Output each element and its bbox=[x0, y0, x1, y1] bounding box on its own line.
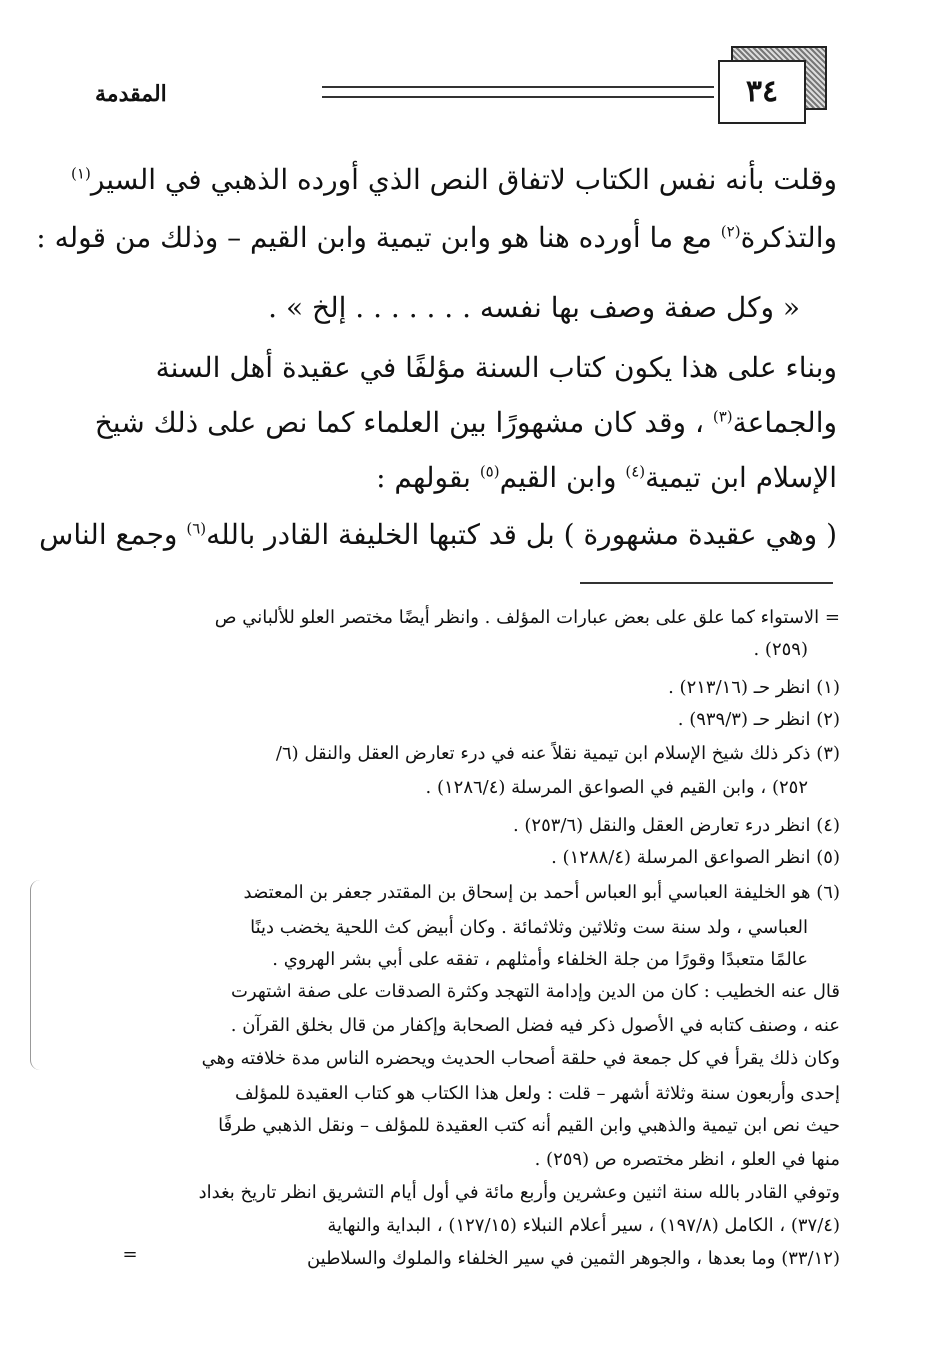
footnote-line: (٣٣/١٢) وما بعدها ، والجوهر الثمين في سير الخلفاء والملوك والسلاطين bbox=[306, 1248, 840, 1269]
footnote-ref: (٦) bbox=[186, 519, 207, 538]
body-line: ( وهي عقيدة مشهورة ) بل قد كتبها الخليفة القادر بالله$^{(٦)}$ وجمع الناس bbox=[39, 518, 837, 551]
margin-mark bbox=[30, 880, 45, 1070]
header-rule bbox=[322, 96, 714, 98]
footnote-line: وتوفي القادر بالله سنة اثنين وعشرين وأربع مائة في أول أيام التشريق انظر تاريخ بغداد bbox=[198, 1182, 840, 1203]
quotation: « وكل صفة وصف بها نفسه . . . . . . . إلخ » . bbox=[268, 291, 800, 324]
continuation-mark: = bbox=[122, 1244, 138, 1265]
footnote-line: منها في العلو ، انظر مختصره ص (٢٥٩) . bbox=[534, 1149, 840, 1170]
footnote-line: عالمًا متعبدًا وقورًا من جلة الخلفاء وأمثلهم ، تفقه على أبي بشر الهروي . bbox=[272, 949, 808, 970]
header-rule bbox=[322, 86, 714, 88]
footnote-line: (٢٥٩) . bbox=[753, 639, 808, 660]
footnote-line: العباسي ، ولد سنة ست وثلاثين وثلاثمائة . وكان أبيض كث اللحية يخضب دينًا bbox=[250, 917, 808, 938]
running-title: المقدمة bbox=[95, 81, 167, 107]
footnote-separator bbox=[580, 582, 833, 584]
body-line: والجماعة$^{(٣)}$ ، وقد كان مشهورًا بين العلماء كما نص على ذلك شيخ bbox=[94, 406, 837, 439]
footnote-ref: (٣) bbox=[712, 407, 733, 426]
footnote-line: ٢٥٢) ، وابن القيم في الصواعق المرسلة (١٢٨٦/٤) . bbox=[425, 777, 808, 798]
footnote-2: (٢) انظر حـ (٩٣٩/٣) . bbox=[677, 709, 840, 730]
footnote-line: قال عنه الخطيب : كان من الدين وإدامة التهجد وكثرة الصدقات على صفة اشتهرت bbox=[230, 981, 840, 1002]
footnote-3: (٣) ذكر ذلك شيخ الإسلام ابن تيمية نقلاً عنه في درء تعارض العقل والنقل (٦/ bbox=[275, 743, 840, 764]
body-line: الإسلام ابن تيمية$^{(٤)}$ وابن القيم$^{(٥)}$ بقولهم : bbox=[376, 461, 837, 494]
footnote-5: (٥) انظر الصواعق المرسلة (١٢٨٨/٤) . bbox=[551, 847, 840, 868]
footnote-line: حيث نص ابن تيمية والذهبي وابن القيم أنه كتب العقيدة للمؤلف – ونقل الذهبي طرفًا bbox=[218, 1115, 840, 1136]
footnote-ref: (١) bbox=[71, 164, 91, 183]
page-number: ٣٤ bbox=[718, 60, 806, 124]
footnote-ref: (٤) bbox=[625, 462, 646, 481]
footnote-ref: (٢) bbox=[720, 222, 741, 241]
footnote-line: (٣٧/٤) ، الكامل (١٩٧/٨) ، سير أعلام النبلاء (١٢٧/١٥) ، البداية والنهاية bbox=[327, 1215, 840, 1236]
footnote-6: (٦) هو الخليفة العباسي أبو العباس أحمد بن إسحاق بن المقتدر جعفر بن المعتضد bbox=[243, 882, 840, 903]
footnote-line: = الاستواء كما علق على بعض عبارات المؤلف . وانظر أيضًا مختصر العلو للألباني ص bbox=[214, 607, 840, 628]
body-line: وقلت بأنه نفس الكتاب لاتفاق النص الذي أورده الذهبي في السير$^{(١)}$ bbox=[71, 163, 837, 196]
footnote-4: (٤) انظر درء تعارض العقل والنقل (٢٥٣/٦) . bbox=[512, 815, 840, 836]
footnote-line: إحدى وأربعون سنة وثلاثة أشهر – قلت : ولعل هذا الكتاب هو كتاب العقيدة للمؤلف bbox=[234, 1083, 840, 1104]
footnote-ref: (٥) bbox=[479, 462, 500, 481]
body-line: وبناء على هذا يكون كتاب السنة مؤلفًا في عقيدة أهل السنة bbox=[155, 351, 837, 384]
footnote-1: (١) انظر حـ (٢١٣/١٦) . bbox=[668, 677, 840, 698]
body-line: والتذكرة$^{(٢)}$ مع ما أورده هنا هو وابن تيمية وابن القيم – وذلك من قوله : bbox=[36, 221, 837, 254]
footnote-line: وكان ذلك يقرأ في كل جمعة في حلقة أصحاب الحديث ويحضره الناس مدة خلافته وهي bbox=[201, 1048, 840, 1069]
footnote-line: عنه ، وصنف كتابه في الأصول ذكر فيه فضل الصحابة وإكفار من قال بخلق القرآن . bbox=[230, 1015, 840, 1036]
